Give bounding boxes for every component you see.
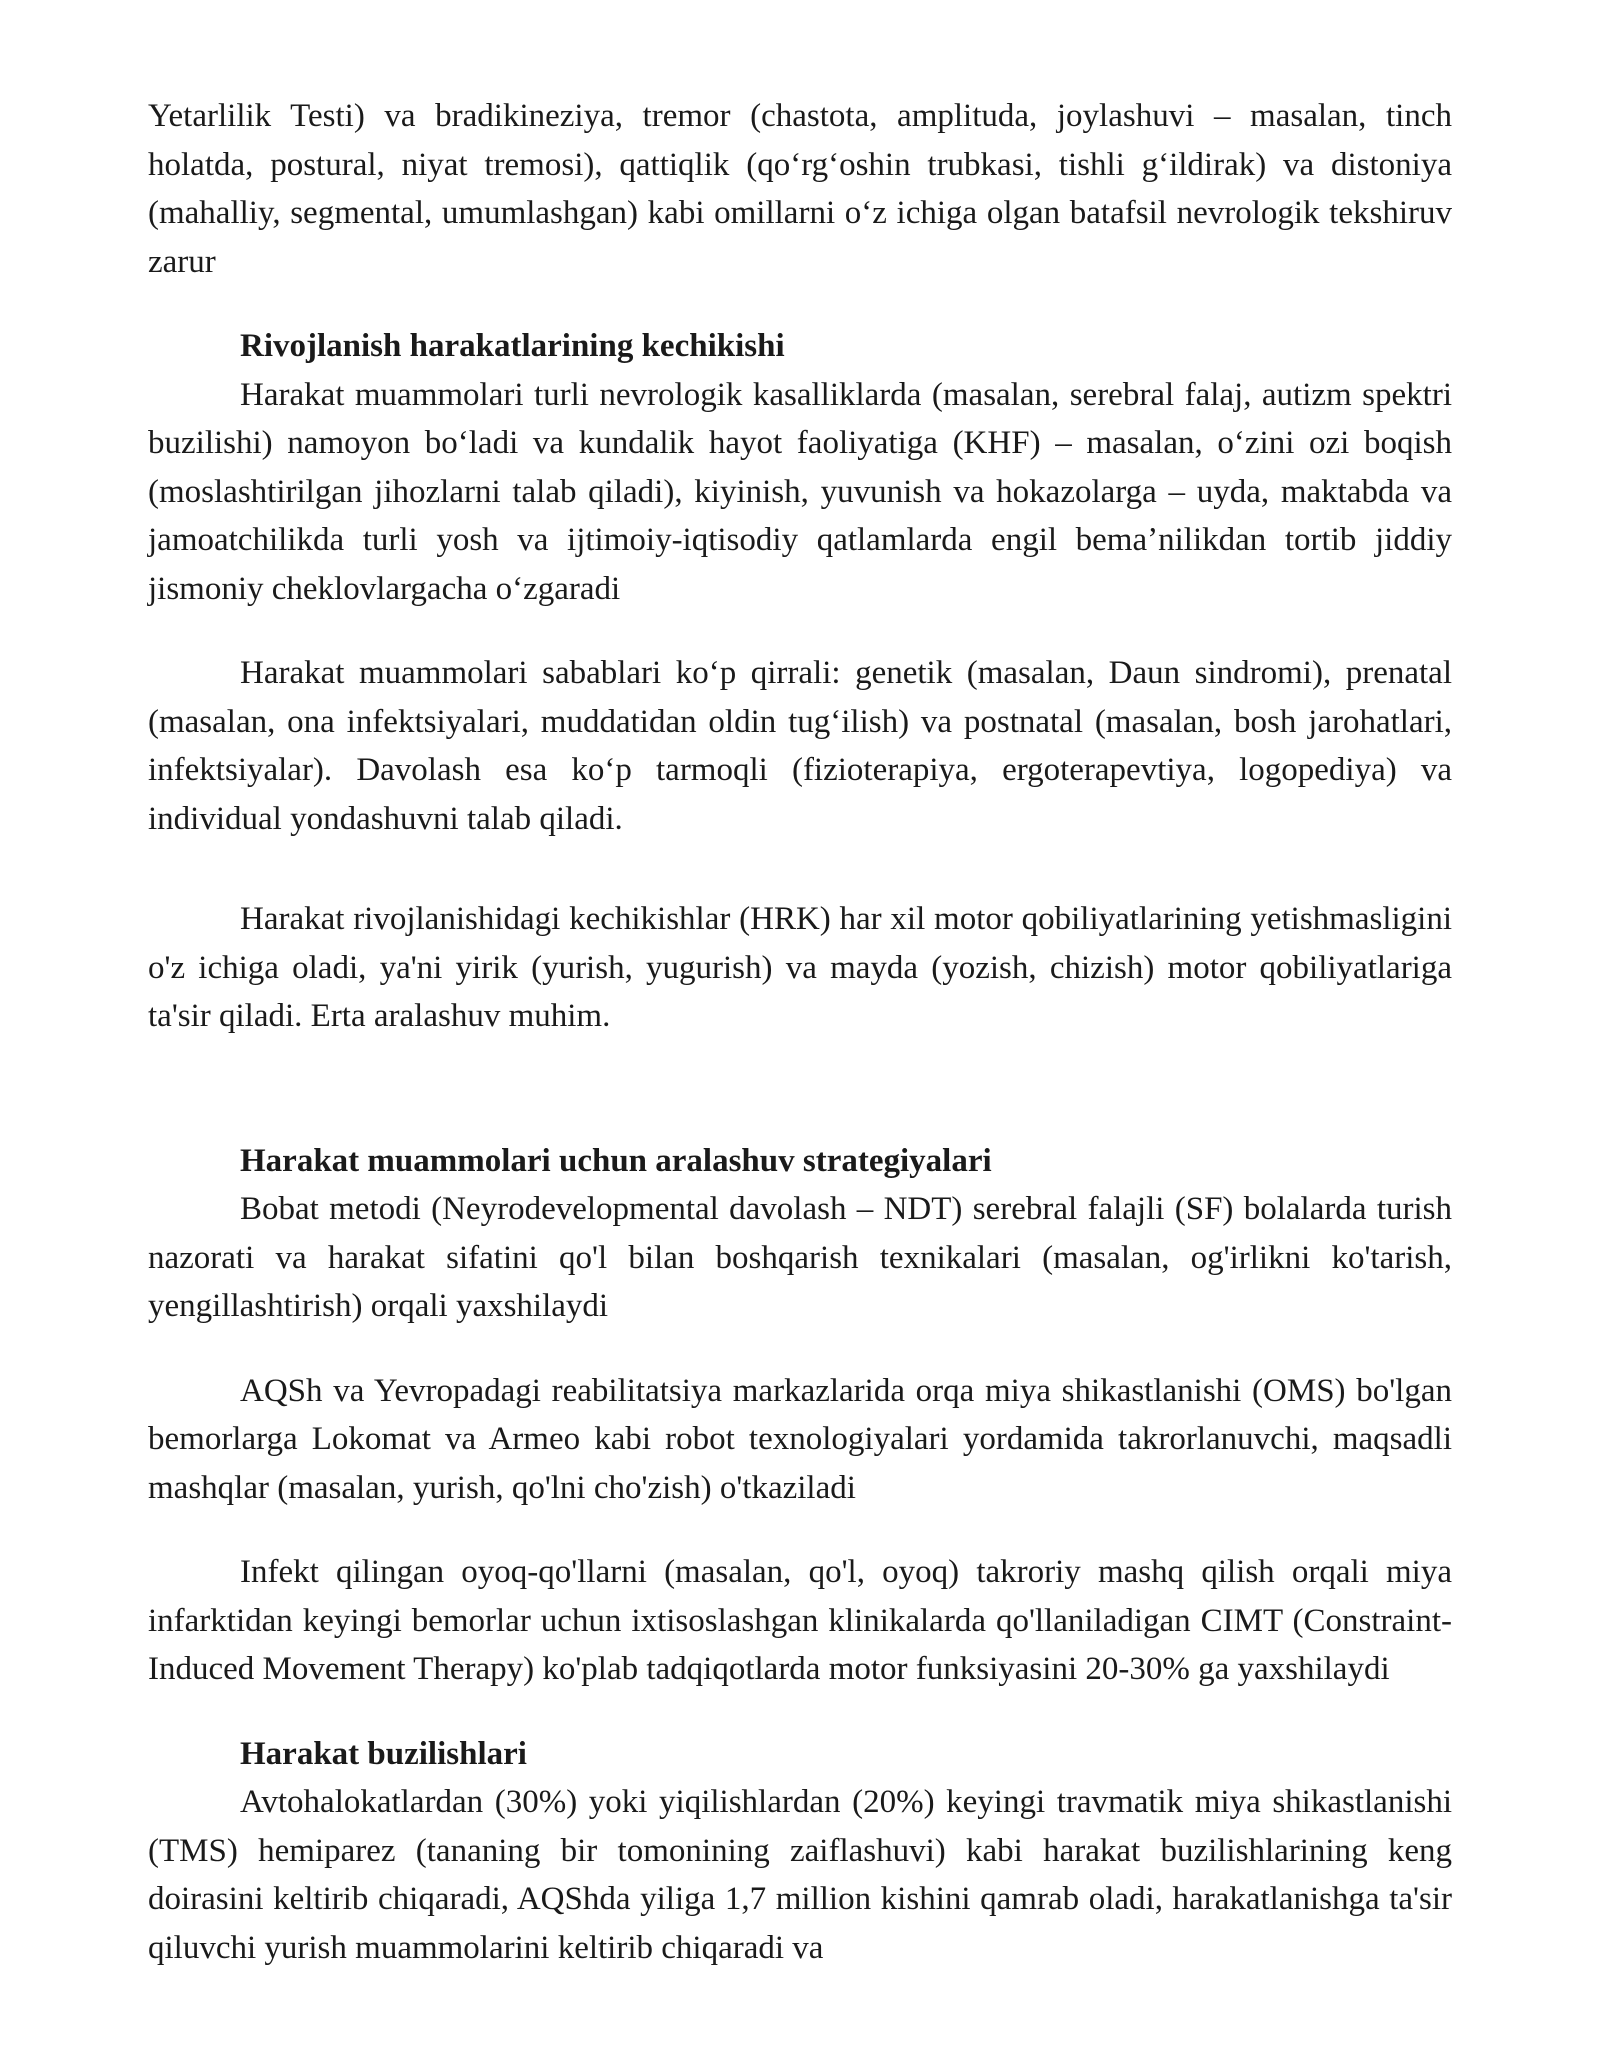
- spacer: [148, 1694, 1452, 1730]
- spacer: [148, 843, 1452, 895]
- spacer: [148, 1331, 1452, 1367]
- paragraph-tbi: Avtohalokatlardan (30%) yoki yiqilishlardan (20%) keyingi travmatik miya shikastlanishi (TMS) hemiparez (tananing bir tomonining zaiflashuvi) kabi harakat buzilishlarining keng doirasini keltirib chiqaradi, AQShda yiliga 1,7 million kishini qamrab oladi, harakatlanishga ta'sir qiluvchi yurish muammolarini keltirib chiqaradi va: [148, 1784, 1452, 1966]
- spacer: [148, 1041, 1452, 1137]
- paragraph-cimt: Infekt qilingan oyoq-qo'llarni (masalan, qo'l, oyoq) takroriy mashq qilish orqali miya infarktidan keyingi bemorlar uchun ixtisoslashgan klinikalarda qo'llaniladigan CIMT (Constraint-Induced Movement Therapy) ko'plab tadqiqotlarda motor funksiyasini 20-30% ga yaxshilaydi: [148, 1554, 1452, 1687]
- paragraph-robotics: AQSh va Yevropadagi reabilitatsiya markazlarida orqa miya shikastlanishi (OMS) bo'lgan bemorlarga Lokomat va Armeo kabi robot texnologiyalari yordamida takrorlanuvchi, maqsadli mashqlar (masalan, yurish, qo'lni cho'zish) o'tkaziladi: [148, 1372, 1452, 1506]
- heading-intervention-strategies: Harakat muammolari uchun aralashuv strategiyalari: [240, 1142, 992, 1179]
- spacer: [148, 1512, 1452, 1548]
- spacer: [148, 613, 1452, 649]
- heading-developmental-delay: Rivojlanish harakatlarining kechikishi: [240, 328, 785, 364]
- paragraph-movement-problems: Harakat muammolari turli nevrologik kasalliklarda (masalan, serebral falaj, autizm spektri buzilishi) namoyon boʻladi va kundalik hayot faoliyatiga (KHF) – masalan, oʻzini ozi boqish (moslashtirilgan jihozlarni talab qiladi), kiyinish, yuvunish va hokazolarga – uyda, maktabda va jamoatchilikda turli yosh va ijtimoiy-iqtisodiy qatlamlarda engil bemaʼnilikdan tortib jiddiy jismoniy cheklovlargacha oʻzgaradi: [148, 376, 1452, 607]
- paragraph-hrk: Harakat rivojlanishidagi kechikishlar (HRK) har xil motor qobiliyatlarining yetishmasligini o'z ichiga oladi, ya'ni yirik (yurish, yugurish) va mayda (yozish, chizish) motor qobiliyatlariga ta'sir qiladi. Erta aralashuv muhim.: [148, 901, 1452, 1034]
- paragraph-causes: Harakat muammolari sabablari koʻp qirrali: genetik (masalan, Daun sindromi), prenatal (masalan, ona infektsiyalari, muddatidan oldin tugʻilish) va postnatal (masalan, bosh jarohatlari, infektsiyalar). Davolash esa koʻp tarmoqli (fizioterapiya, ergoterapevtiya, logopediya) va individual yondashuvni talab qiladi.: [148, 655, 1452, 837]
- paragraph-neurological-exam: Yetarlilik Testi) va bradikineziya, tremor (chastota, amplituda, joylashuvi – masalan, tinch holatda, postural, niyat tremosi), qattiqlik (qoʻrgʻoshin trubkasi, tishli gʻildirak) va distoniya (mahalliy, segmental, umumlashgan) kabi omillarni oʻz ichiga olgan batafsil nevrologik tekshiruv zarur: [148, 98, 1452, 280]
- spacer: [148, 286, 1452, 322]
- document-body: [148, 92, 1452, 1972]
- paragraph-bobath: Bobat metodi (Neyrodevelopmental davolash – NDT) serebral falajli (SF) bolalarda turish nazorati va harakat sifatini qo'l bilan boshqarish texnikalari (masalan, og'irlikni ko'tarish, yengillashtirish) orqali yaxshilaydi: [148, 1191, 1452, 1324]
- heading-movement-disorders: Harakat buzilishlari: [240, 1735, 527, 1772]
